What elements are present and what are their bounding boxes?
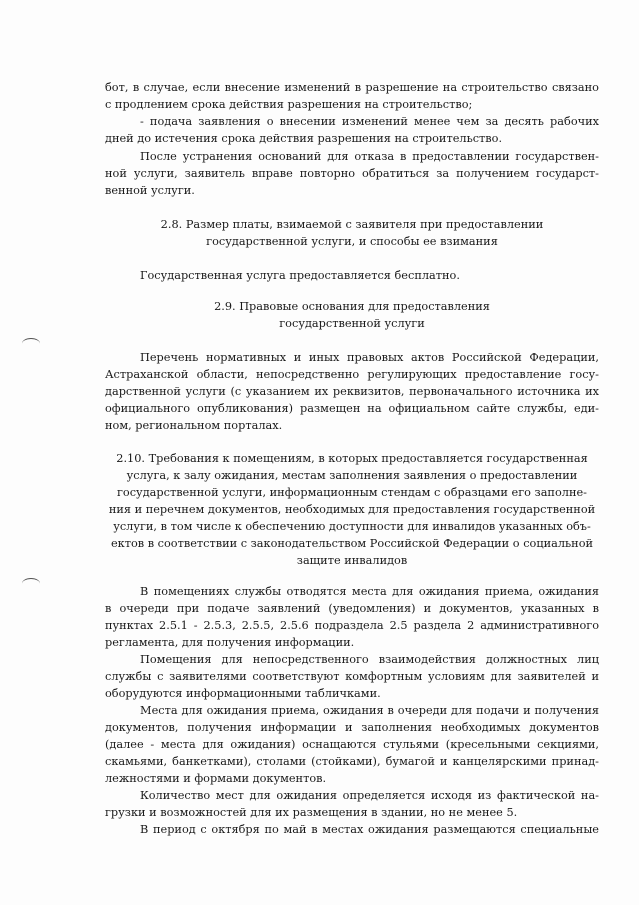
text-line: дарственной услуги (с указанием их реквизитов, первоначального источника их <box>105 385 599 398</box>
text-line: Государственная услуга предоставляется бесплатно. <box>140 269 460 282</box>
text-line: скамьями, банкетками), столами (стойками), бумагой и канцелярскими принад- <box>105 755 599 768</box>
text-line: Места для ожидания приема, ожидания в очереди для подачи и получения <box>140 704 599 717</box>
text-line: Количество мест для ожидания определяется исходя из фактической на- <box>140 789 599 802</box>
text-line: В период с октября по май в местах ожидания размещаются специальные <box>140 823 599 836</box>
text-line: регламента, для получения информации. <box>105 636 355 649</box>
punch-mark <box>22 338 40 349</box>
text-line: в очереди при подаче заявлений (уведомления) и документов, указанных в <box>105 602 599 615</box>
text-line: Помещения для непосредственного взаимодействия должностных лиц <box>140 653 599 666</box>
text-line: В помещениях службы отводятся места для ожидания приема, ожидания <box>140 585 599 598</box>
section-heading-line: государственной услуги, информационным стендам с образцами его заполне- <box>117 486 587 499</box>
text-line: После устранения оснований для отказа в предоставлении государствен- <box>140 150 599 163</box>
text-line: бот, в случае, если внесение изменений в разрешение на строительство связано <box>105 81 599 94</box>
section-heading-line: государственной услуги, и способы ее взимания <box>206 235 498 248</box>
text-line: пунктах 2.5.1 - 2.5.3, 2.5.5, 2.5.6 подраздела 2.5 раздела 2 административного <box>105 619 599 632</box>
section-heading-line: ния и перечнем документов, необходимых для предоставления государственной <box>108 503 596 516</box>
text-line: оборудуются информационными табличками. <box>105 687 381 700</box>
text-line: ной услуги, заявитель вправе повторно обратиться за получением государст- <box>105 167 599 180</box>
section-heading-line: 2.10. Требования к помещениям, в которых предоставляется государственная <box>116 452 588 465</box>
section-heading-line: защите инвалидов <box>296 554 408 567</box>
section-heading-line: 2.9. Правовые основания для предоставления <box>214 300 490 313</box>
section-heading-line: государственной услуги <box>279 317 425 330</box>
text-line: дней до истечения срока действия разрешения на строительство. <box>105 132 503 145</box>
section-heading-line: 2.8. Размер платы, взимаемой с заявителя при предоставлении <box>160 218 544 231</box>
text-line: грузки и возможностей для их размещения в здании, но не менее 5. <box>105 806 518 819</box>
text-line: (далее - места для ожидания) оснащаются стульями (кресельными секциями, <box>105 738 599 751</box>
text-line: Перечень нормативных и иных правовых актов Российской Федерации, <box>140 351 599 364</box>
text-line: ном, региональном порталах. <box>105 419 283 432</box>
text-line: - подача заявления о внесении изменений менее чем за десять рабочих <box>140 115 599 128</box>
punch-mark <box>22 578 40 589</box>
text-line: венной услуги. <box>105 184 195 197</box>
section-heading-line: услуги, в том числе к обеспечению доступности для инвалидов указанных объ- <box>113 520 591 533</box>
text-line: с продлением срока действия разрешения на строительство; <box>105 98 473 111</box>
section-heading-line: ектов в соответствии с законодательством Российской Федерации о социальной <box>110 537 594 550</box>
text-line: Астраханской области, непосредственно регулирующих предоставление госу- <box>105 368 599 381</box>
text-line: документов, получения информации и заполнения необходимых документов <box>105 721 599 734</box>
text-line: лежностями и формами документов. <box>105 772 327 785</box>
section-heading-line: услуга, к залу ожидания, местам заполнения заявления о предоставлении <box>126 469 578 482</box>
text-line: службы с заявителями соответствуют комфортным условиям для заявителей и <box>105 670 599 683</box>
text-line: официального опубликования) размещен на официальном сайте службы, еди- <box>105 402 599 415</box>
